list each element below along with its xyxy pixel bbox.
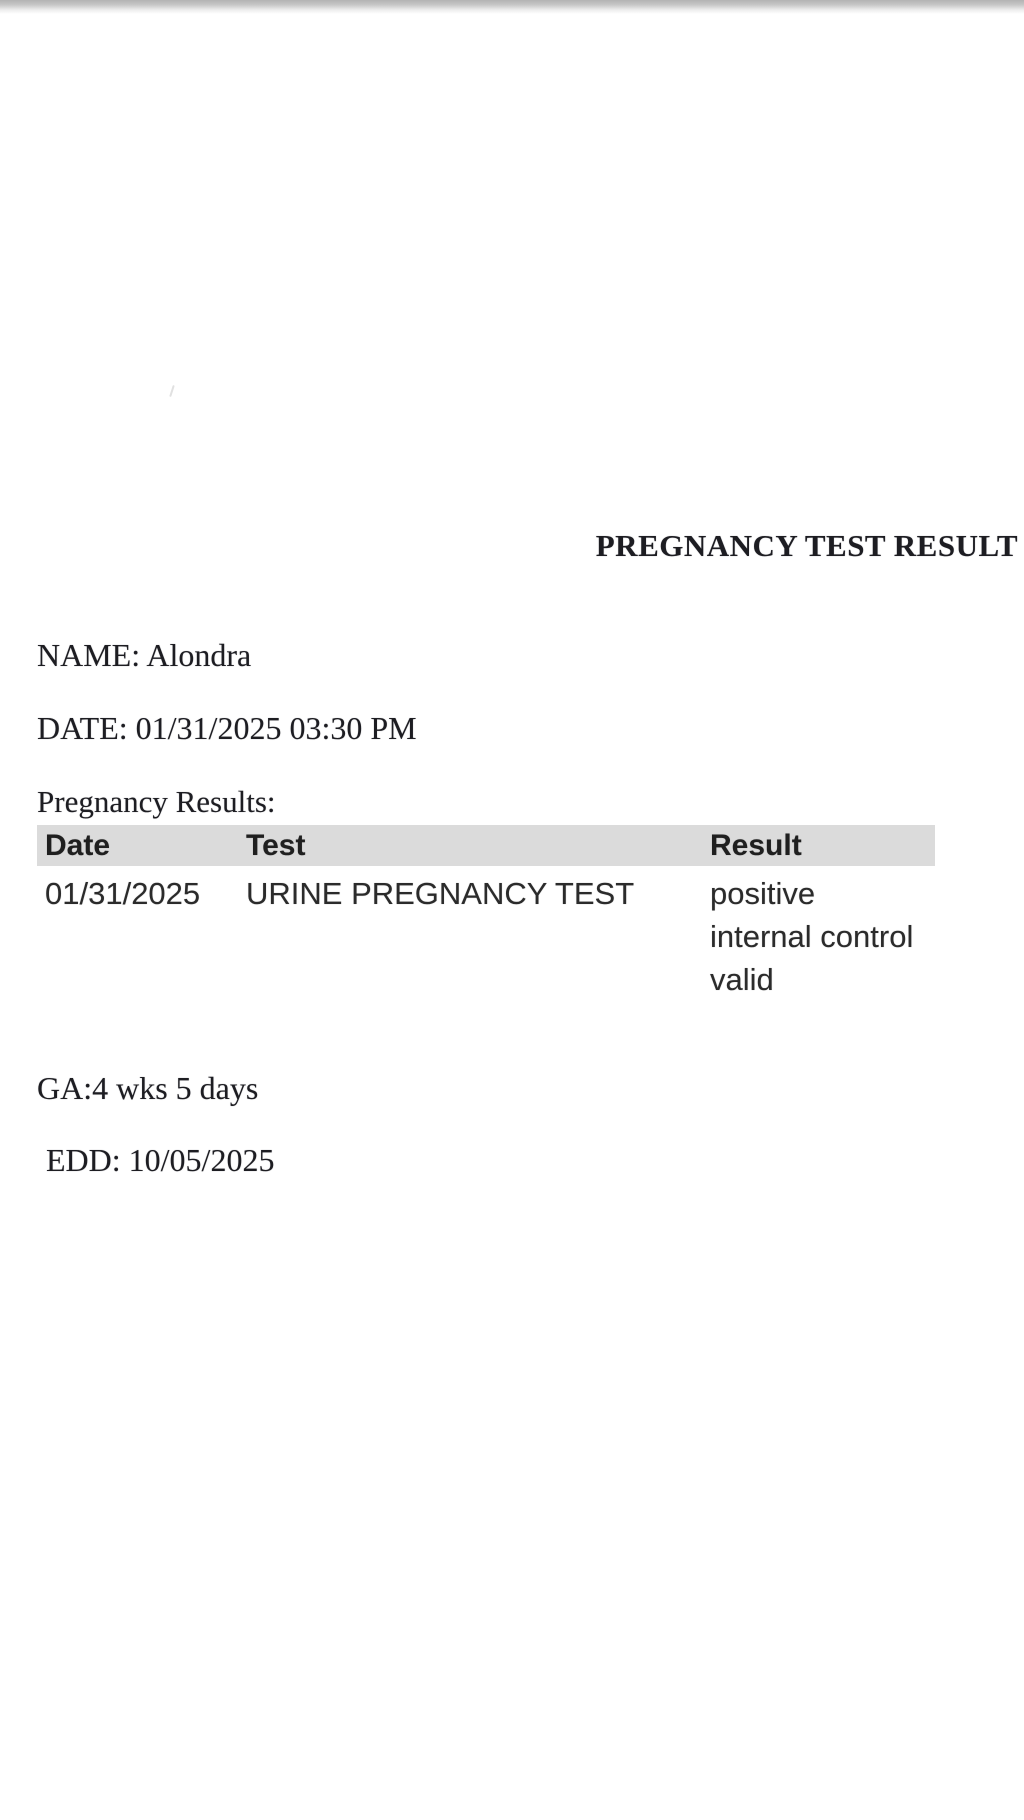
result-line-2: internal control (710, 919, 914, 954)
cell-test-name: URINE PREGNANCY TEST (246, 876, 635, 911)
result-line-3: valid (710, 962, 774, 997)
results-section-label: Pregnancy Results: (37, 784, 276, 819)
patient-name-line: NAME: Alondra (37, 637, 252, 673)
table-header-row (37, 825, 935, 866)
cell-test-result (701, 872, 935, 1001)
scan-artifact (169, 385, 175, 397)
gestational-age-line: GA:4 wks 5 days (37, 1070, 259, 1106)
result-line-1: positive (710, 876, 816, 911)
report-date-line: DATE: 01/31/2025 03:30 PM (37, 710, 417, 746)
cell-test-date: 01/31/2025 (45, 876, 201, 911)
viewer-top-edge (0, 0, 1024, 14)
header-cell-test: Test (246, 828, 306, 862)
page-title: PREGNANCY TEST RESULT (595, 528, 1018, 563)
estimated-due-date-line: EDD: 10/05/2025 (46, 1142, 275, 1178)
header-cell-date: Date (45, 828, 111, 862)
table-row (37, 866, 935, 1001)
results-table (37, 825, 935, 1001)
header-cell-result: Result (710, 828, 802, 862)
